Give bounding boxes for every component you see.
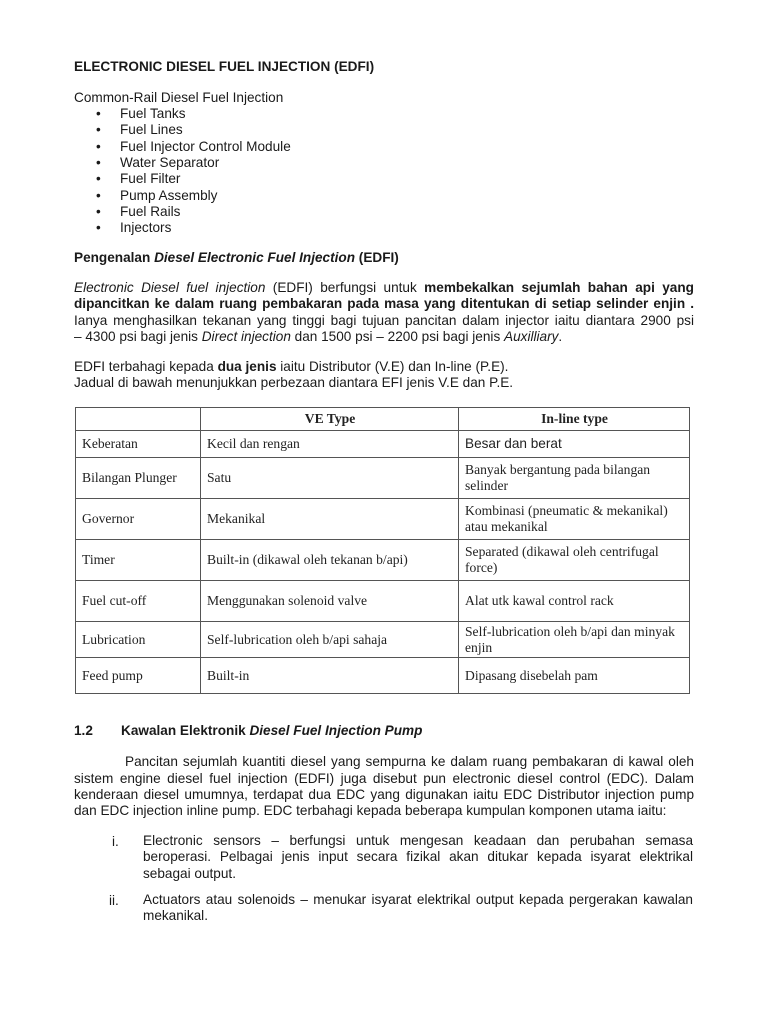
list-number: i. (112, 834, 119, 849)
text-span: – 4300 psi bagi jenis (74, 329, 202, 344)
list-number: ii. (109, 893, 119, 908)
text-line: kenderaan diesel umumnya, terdapat dua EDC yang digunakan iaitu EDC Distributor injection pump (74, 787, 694, 802)
section-number: 1.2 (74, 723, 93, 738)
text-span: Electronic Diesel fuel injection (74, 280, 266, 295)
list-item: Fuel Filter (120, 171, 181, 186)
text-line (74, 358, 508, 375)
text-line: Ianya menghasilkan tekanan yang tinggi bagi tujuan pancitan dalam injector iaitu diantara 2900 psi (74, 313, 694, 328)
subtitle: Common-Rail Diesel Fuel Injection (74, 90, 284, 105)
table-cell: Besar dan berat (459, 431, 690, 458)
list-item: Fuel Lines (120, 122, 183, 137)
bullet-icon: • (96, 155, 101, 170)
text-span: EDFI terbahagi kepada (74, 359, 218, 374)
table-cell: Satu (201, 458, 459, 499)
table-row (76, 658, 690, 694)
text-line: dipancitkan ke dalam ruang pembakaran pada masa yang ditentukan di setiap selinder enjin . (74, 296, 694, 311)
text-line: dan EDC injection inline pump. EDC terbahagi kepada beberapa kumpulan komponen utama iaitu: (74, 803, 667, 818)
table-header: In-line type (459, 408, 690, 431)
comparison-table (75, 407, 690, 694)
table-row (76, 540, 690, 581)
list-item: Water Separator (120, 155, 220, 170)
bullet-icon: • (96, 204, 101, 219)
text-span: Auxilliary (504, 329, 559, 344)
table-cell: Kecil dan rengan (201, 431, 459, 458)
text-line (74, 279, 694, 296)
table-row (76, 431, 690, 458)
text-line: sistem engine diesel fuel injection (EDFI) juga disebut pun electronic diesel control (EDC). Dalam (74, 771, 694, 786)
table-cell: Kombinasi (pneumatic & mekanikal) atau mekanikal (459, 499, 690, 540)
intro-heading (74, 249, 399, 266)
text-line: Pancitan sejumlah kuantiti diesel yang sempurna ke dalam ruang pembakaran di kawal oleh (125, 754, 694, 769)
table-cell: Keberatan (76, 431, 201, 458)
table-header-row (76, 408, 690, 431)
table-header: VE Type (201, 408, 459, 431)
heading-text: Diesel Electronic Fuel Injection (154, 250, 356, 265)
text-span: dan 1500 psi – 2200 psi bagi jenis (290, 329, 505, 344)
table-cell: Menggunakan solenoid valve (201, 581, 459, 622)
heading-text: Diesel Fuel Injection Pump (249, 723, 423, 738)
table-row (76, 499, 690, 540)
table-cell: Bilangan Plunger (76, 458, 201, 499)
table-cell: Timer (76, 540, 201, 581)
bullet-icon: • (96, 106, 101, 121)
text-line: Jadual di bawah menunjukkan perbezaan diantara EFI jenis V.E dan P.E. (74, 375, 514, 390)
heading-text: (EDFI) (355, 250, 399, 265)
table-cell: Banyak bergantung pada bilangan selinder (459, 458, 690, 499)
text-span: Direct injection (201, 329, 291, 344)
text-span: membekalkan sejumlah bahan api yang (424, 280, 694, 295)
bullet-icon: • (96, 139, 101, 154)
text-line (74, 328, 562, 345)
table-row (76, 622, 690, 658)
list-item: Injectors (120, 220, 172, 235)
list-item: Fuel Rails (120, 204, 181, 219)
table-cell: Fuel cut-off (76, 581, 201, 622)
document-title: ELECTRONIC DIESEL FUEL INJECTION (EDFI) (74, 59, 375, 74)
bullet-icon: • (96, 188, 101, 203)
table-cell: Alat utk kawal control rack (459, 581, 690, 622)
table-row (76, 458, 690, 499)
text-span: iaitu Distributor (V.E) dan In-line (P.E). (276, 359, 509, 374)
bullet-icon: • (96, 171, 101, 186)
section-title (121, 722, 422, 739)
table-cell: Built-in (dikawal oleh tekanan b/api) (201, 540, 459, 581)
bullet-icon: • (96, 220, 101, 235)
text-span: . (558, 329, 563, 344)
list-item: Fuel Tanks (120, 106, 186, 121)
heading-text: Kawalan Elektronik (121, 723, 250, 738)
table-cell: Separated (dikawal oleh centrifugal force) (459, 540, 690, 581)
table-cell: Feed pump (76, 658, 201, 694)
table-cell: Self-lubrication oleh b/api dan minyak enjin (459, 622, 690, 658)
table-cell: Self-lubrication oleh b/api sahaja (201, 622, 459, 658)
table-row (76, 581, 690, 622)
list-item-text: Electronic sensors – berfungsi untuk mengesan keadaan dan perubahan semasa beroperasi. Pelbagai jenis input secara fizikal akan ditukar kepada isyarat elektrikal sebagai output. (143, 833, 693, 881)
heading-text: Pengenalan (74, 250, 155, 265)
list-item: Pump Assembly (120, 188, 218, 203)
bullet-icon: • (96, 122, 101, 137)
text-span: dua jenis (217, 359, 277, 374)
table-cell: Governor (76, 499, 201, 540)
text-span: (EDFI) berfungsi untuk (265, 280, 425, 295)
list-item-text: Actuators atau solenoids – menukar isyarat elektrikal output kepada pergerakan kawalan mekanikal. (143, 892, 693, 924)
table-header (76, 408, 201, 431)
list-item: Fuel Injector Control Module (120, 139, 291, 154)
table-cell: Built-in (201, 658, 459, 694)
table-cell: Lubrication (76, 622, 201, 658)
table-cell: Mekanikal (201, 499, 459, 540)
table-cell: Dipasang disebelah pam (459, 658, 690, 694)
